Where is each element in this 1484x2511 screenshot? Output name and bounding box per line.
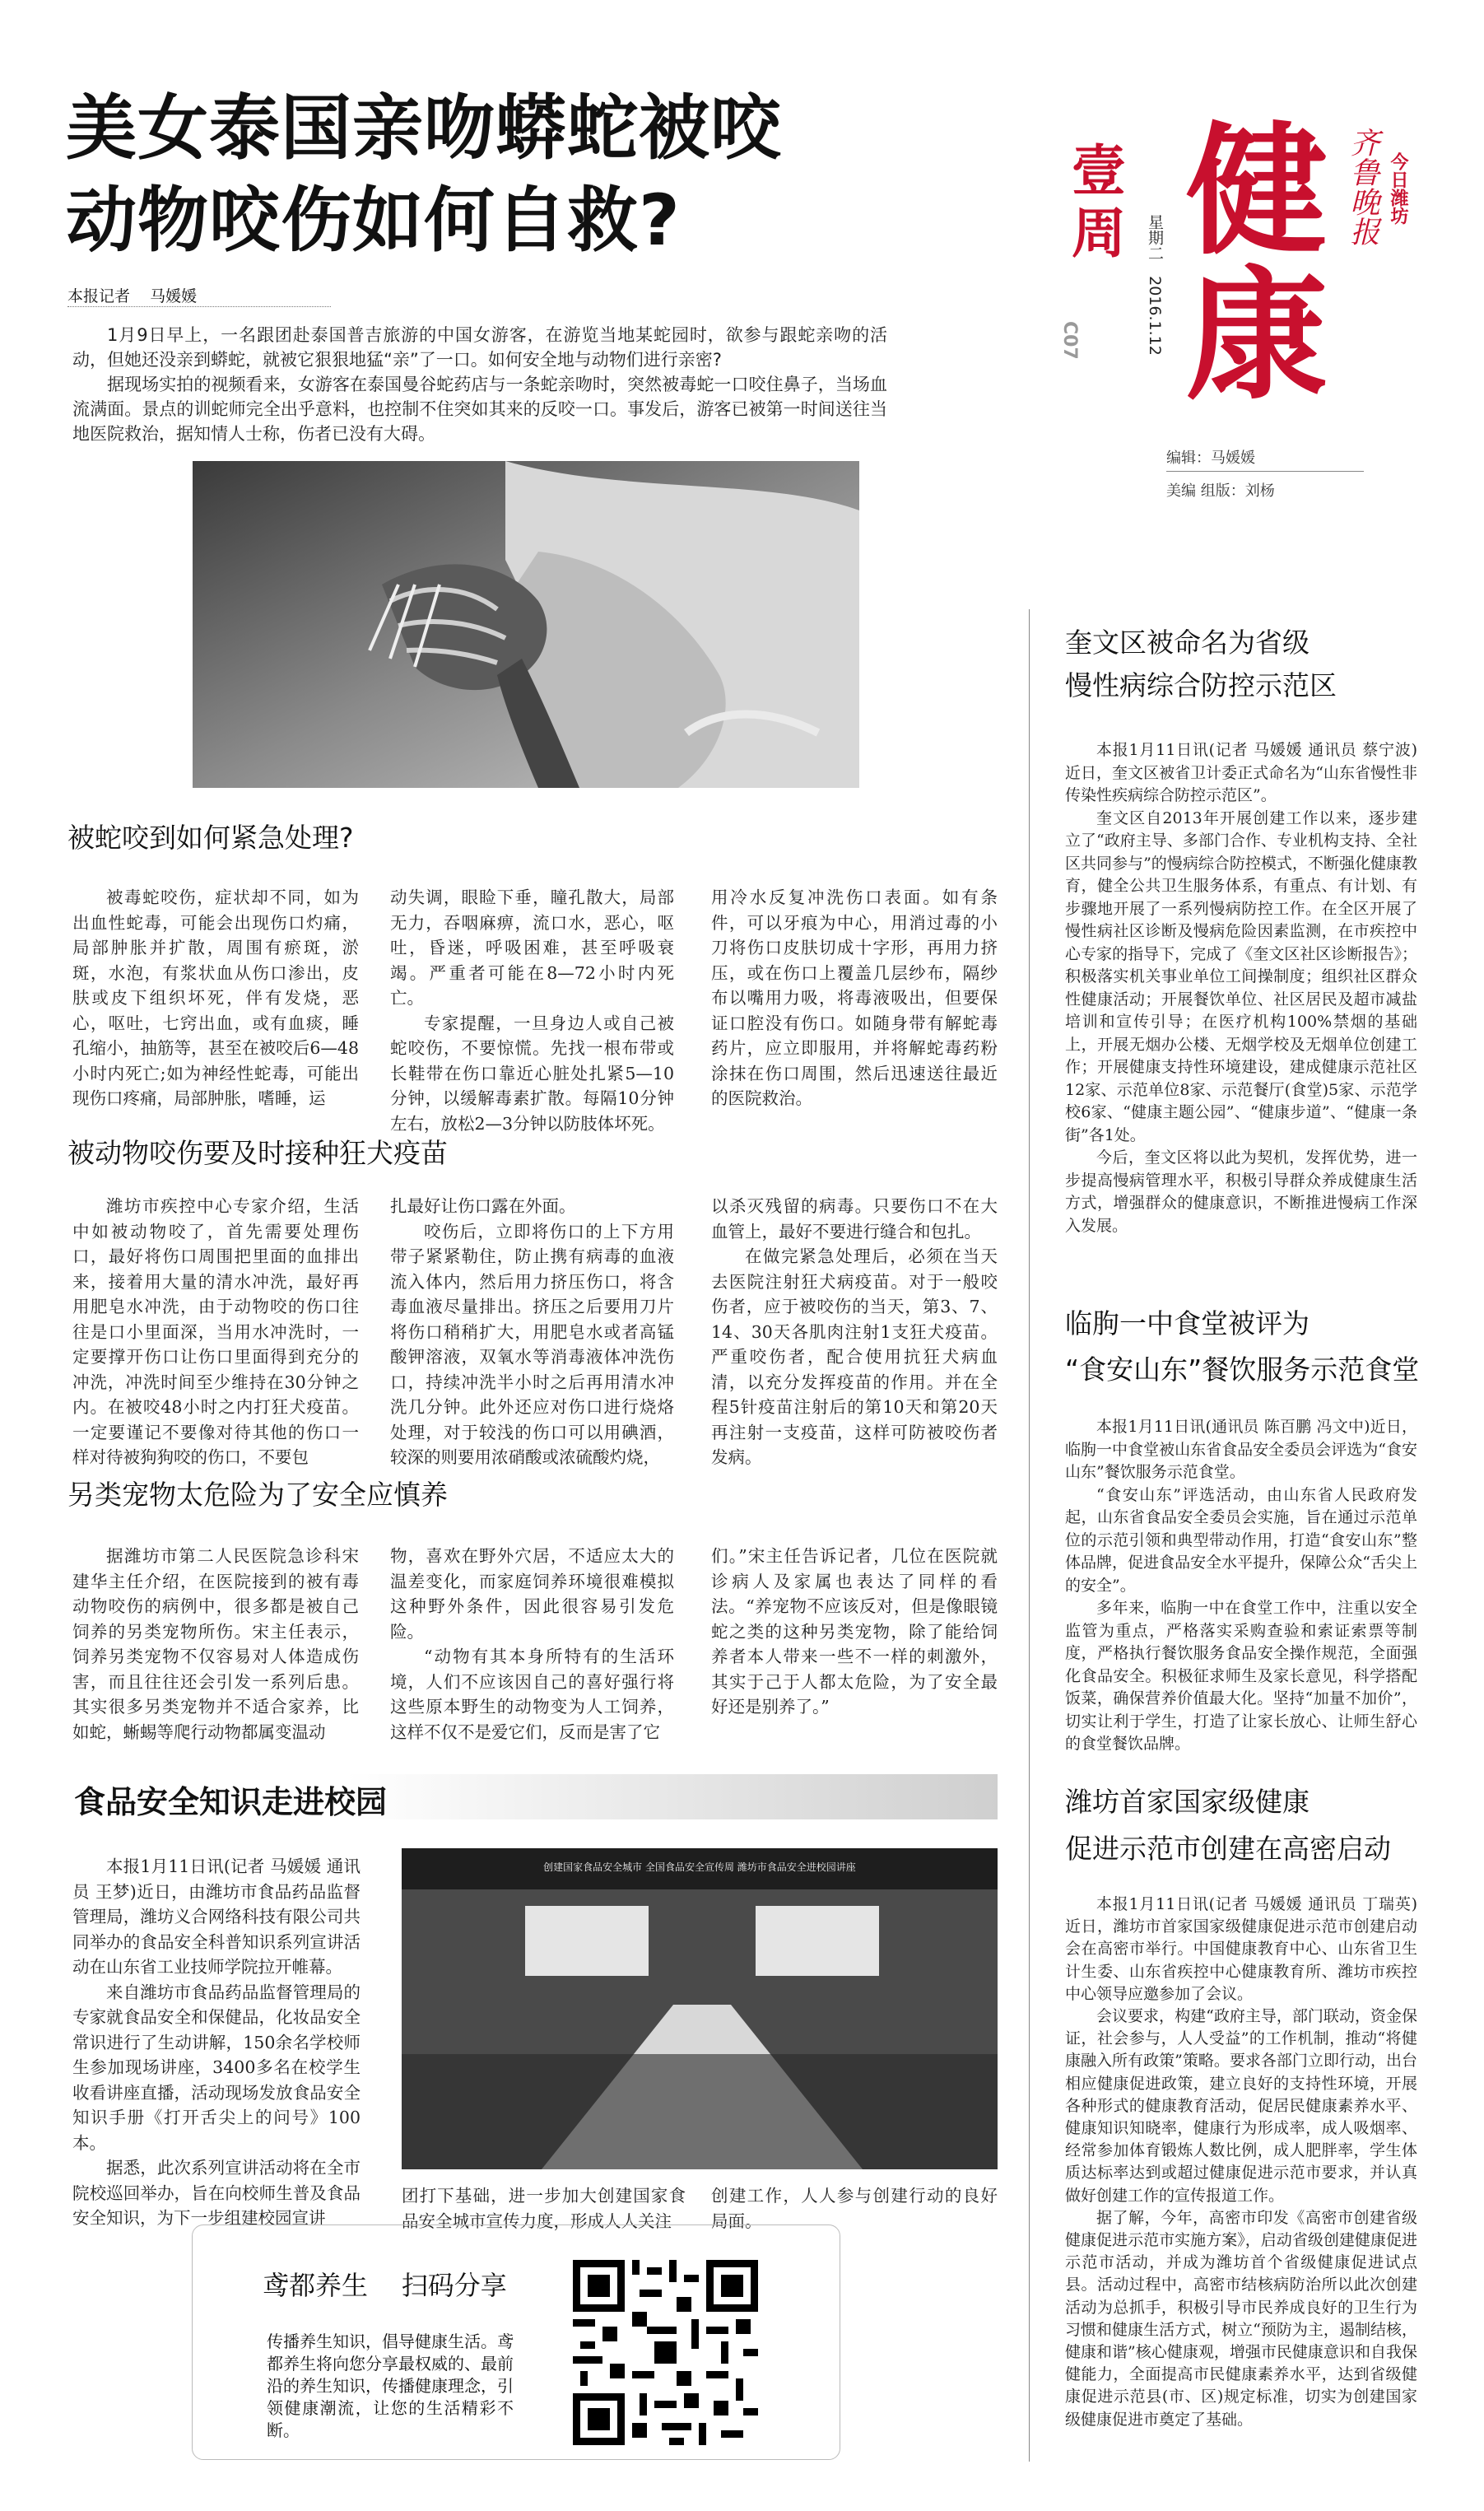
qr-code[interactable] (573, 2260, 758, 2445)
section1-paragraph: 专家提醒，一旦身边人或自己被蛇咬伤，不要惊慌。先找一根布带或长鞋带在伤口靠近心脏处扎紧5—10分钟，以缓解毒素扩散。每隔10分钟左右，放松2—3分钟以防肢体坏死。 (390, 1013, 674, 1134)
right-article-1-headline (1065, 622, 1452, 707)
masthead-date-block (1142, 214, 1166, 436)
right-article-1-paragraph: 奎文区自2013年开展创建工作以来，逐步建立了“政府主导、多部门合作、专业机构支持、全社区共同参与”的慢病综合防控模式，不断强化健康教育，健全公共卫生服务体系，有重点、有计划、有步骤地开展了一系列慢病防控工作。在全区开展了慢性病社区诊断及慢病危险因素监测，在市疾控中心专家的指导下，完成了《奎文区社区诊断报告》；积极落实机关事业单位工间操制度；组织社区群众性健康活动；开展餐饮单位、社区居民及超市减盐培训和宣传引导；在医疗机构100%禁烟的基础上，开展无烟办公楼、无烟学校及无烟单位创建工作；开展健康支持性环境建设，建成健康示范社区12家、示范单位8家、示范餐厅(食堂)5家、示范学校6家、“健康主题公园”、“健康步道”、“健康一条街”各1处。 (1065, 808, 1417, 1144)
masthead-edition: 今日潍坊 (1388, 152, 1408, 225)
right-article-3-headline-line1: 潍坊首家国家级健康 (1065, 1786, 1310, 1818)
masthead-title (1183, 109, 1331, 419)
section1-column-3 (711, 885, 998, 1111)
lead-photo-snake (193, 461, 859, 788)
right-article-3-paragraph: 会议要求，构建“政府主导，部门联动，资金保证，社会参与，人人受益”的工作机制，推动“将健康融入所有政策”策略。要求各部门立即行动，出台相应健康促进政策，建立良好的支持性环境，开展各种形式的健康教育活动，促居民健康素养水平、健康知识知晓率，健康行为形成率，成人吸烟率、经常参加体育锻炼人数比例，成人肥胖率，学生体质达标率达到或超过健康促进示范市要求，并认真做好创建工作的宣传报道工作。 (1065, 2007, 1417, 2205)
lead-headline (66, 82, 1004, 267)
campus-banner: 创建国家食品安全城市 全国食品安全宣传周 潍坊市食品安全进校园讲座 (543, 1861, 856, 1873)
section2-paragraph: 以杀灭残留的病毒。只要伤口不在大血管上，最好不要进行缝合和包扎。 (711, 1196, 998, 1242)
editor-credit: 编辑：马媛媛 (1166, 450, 1255, 467)
right-article-3-body (1065, 1894, 1417, 2431)
lead-byline: 本报记者 马媛媛 (67, 287, 198, 305)
section2-column-2 (390, 1194, 674, 1470)
right-article-3-paragraph: 本报1月11日讯(记者 马媛媛 通讯员 丁瑞英)近日，潍坊市首家国家级健康促进示范市创建启动会在高密市举行。中国健康教育中心、山东省卫生计生委、山东省疾控中心健康教育所、潍坊市疾控中心领导应邀参加了会议。 (1065, 1895, 1417, 2003)
masthead-date: 2016.1.12 (1146, 276, 1164, 356)
lead-headline-line1: 美女泰国亲吻蟒蛇被咬 (66, 87, 782, 170)
section2-paragraph: 在做完紧急处理后，必须在当天去医院注射狂犬病疫苗。对于一般咬伤者，应于被咬伤的当天，第3、7、14、30天各肌肉注射1支狂犬疫苗。严重咬伤者，配合使用抗狂犬病血清，以充分发挥疫苗的作用。并在全程5针疫苗注射后的第10天和第20天再注射一支疫苗，这样可防被咬伤者发病。 (711, 1246, 998, 1467)
section-title-rabies: 被动物咬伤要及时接种狂犬疫苗 (67, 1137, 448, 1169)
right-article-1-body (1065, 739, 1417, 1237)
section1-paragraph: 用冷水反复冲洗伤口表面。如有条件，可以牙痕为中心，用消过毒的小刀将伤口皮肤切成十字形，再用力挤压，或在伤口上覆盖几层纱布，隔纱布以嘴用力吸，将毒液吸出，但要保证口腔没有伤口。如随身带有解蛇毒药片，应立即服用，并将解蛇毒药粉涂抹在伤口周围，然后迅速送往最近的医院救治。 (711, 887, 998, 1108)
snake-hand-illustration (193, 461, 859, 788)
campus-paragraph: 据悉，此次系列宣讲活动将在全市院校巡回举办，旨在向校师生普及食品安全知识，为下一步组建校园宣讲 (72, 2158, 361, 2228)
right-article-2-paragraph: 本报1月11日讯(通讯员 陈百鹏 冯文中)近日，临朐一中食堂被山东省食品安全委员会评选为“食安山东”餐饮服务示范食堂。 (1065, 1418, 1417, 1481)
byline-rule (67, 306, 331, 307)
right-article-3-paragraph: 据了解，今年，高密市印发《高密市创建省级健康促进示范市实施方案》，启动省级创建健康促进示范市活动，并成为潍坊首个省级健康促进试点县。活动过程中，高密市结核病防治所以此次创建活动为总抓手，积极引导市民养成良好的卫生行为习惯和健康生活方式，树立“预防为主，遏制结核，健康和谐”核心健康观，增强市民健康意识和自我保健能力，全面提高市民健康素养水平，达到省级健康促进示范县(市、区)规定标准，切实为创建国家级健康促进市奠定了基础。 (1065, 2208, 1417, 2429)
right-article-3-headline-line2: 促进示范市创建在高密启动 (1065, 1833, 1391, 1865)
vertical-divider (1029, 609, 1030, 2462)
section2-column-1 (72, 1194, 359, 1470)
lead-paragraph-2: 据现场实拍的视频看来，女游客在泰国曼谷蛇药店与一条蛇亲吻时，突然被毒蛇一口咬住鼻子，当场血流满面。景点的训蛇师完全出乎意料，也控制不住突如其来的反咬一口。事发后，游客已被第一时间送往当地医院救治，据知情人士称，伤者已没有大碍。 (72, 375, 887, 444)
right-article-2-headline (1065, 1301, 1477, 1393)
lead-headline-line2: 动物咬伤如何自救? (66, 179, 681, 262)
masthead-title-2: 康 (1186, 254, 1328, 419)
right-article-2-headline-line2: “食安山东”餐饮服务示范食堂 (1065, 1353, 1420, 1386)
right-article-2-paragraph: 多年来，临朐一中在食堂工作中，注重以安全监管为重点，严格落实采购查验和索证索票等制度，严格执行餐饮服务食品安全操作规范，全面强化食品安全。积极征求师生及家长意见，科学搭配饭菜，确保营养价值最大化。坚持“加量不加价”，切实让利于学生，打造了让家长放心、让师生舒心的食堂餐饮品牌。 (1065, 1599, 1417, 1753)
promo-title: 鸢都养生 扫码分享 (263, 2270, 507, 2301)
section-title-exotic-pets: 另类宠物太危险为了安全应慎养 (67, 1479, 448, 1511)
art-credit: 美编 组版：刘杨 (1166, 482, 1275, 500)
campus-title: 食品安全知识走进校园 (74, 1784, 388, 1820)
promo-text: 传播养生知识，倡导健康生活。鸢都养生将向您分享最权威的、最前沿的养生知识，传播健康理念，引领健康潮流，让您的生活精彩不断。 (267, 2332, 514, 2440)
campus-paragraph: 创建工作，人人参与创建行动的良好局面。 (711, 2186, 998, 2231)
right-article-1-headline-line2: 慢性病综合防控示范区 (1065, 669, 1337, 701)
right-article-2-paragraph: “食安山东”评选活动，由山东省人民政府发起，山东省食品安全委员会实施，旨在通过示范单位的示范引领和典型带动作用，打造“食安山东”整体品牌，促进食品安全水平提升，保障公众“舌尖上的安全”。 (1065, 1485, 1417, 1595)
masthead-weekly (1070, 140, 1128, 265)
campus-paragraph: 团打下基础，进一步加大创建国家食品安全城市宣传力度，形成人人关注 (402, 2186, 686, 2231)
section1-column-2 (390, 885, 674, 1136)
section1-paragraph: 被毒蛇咬伤，症状却不同，如为出血性蛇毒，可能会出现伤口灼痛，局部肿胀并扩散，周围有瘀斑，淤斑，水泡，有浆状血从伤口渗出，皮肤或皮下组织坏死，伴有发烧，恶心，呕吐，七窍出血，或有血痰，睡孔缩小，抽筋等，甚至在被咬后6—48小时内死亡;如为神经性蛇毒，可能出现伤口疼痛，局部肿胀，嗜睡，运 (72, 887, 359, 1108)
section3-column-2 (390, 1544, 674, 1745)
right-article-1-headline-line1: 奎文区被命名为省级 (1065, 627, 1310, 659)
section2-paragraph: 咬伤后，立即将伤口的上下方用带子紧紧勒住，防止携有病毒的血液流入体内，然后用力挤压伤口，将含毒血液尽量排出。挤压之后要用刀片将伤口稍稍扩大，用肥皂水或者高锰酸钾溶液，双氧水等消毒液体冲洗伤口，持续冲洗半小时之后再用清水冲洗几分钟。此外还应对伤口进行烧烙处理，对于较浅的伤口可以用碘酒，较深的则要用浓硝酸或浓硫酸灼烧， (390, 1221, 674, 1467)
section2-paragraph: 潍坊市疾控中心专家介绍，生活中如被动物咬了，首先需要处理伤口，最好将伤口周围把里面的血排出来，接着用大量的清水冲洗，最好再用肥皂水冲洗，由于动物咬的伤口往往是口小里面深，当用水冲洗时，一定要撑开伤口让伤口里面得到充分的冲洗，冲洗时间至少维持在30分钟之内。在被咬48小时之内打狂犬疫苗。一定要谨记不要像对待其他的伤口一样对待被狗狗咬的伤口，不要包 (72, 1196, 359, 1467)
newspaper-logo: 齐鲁晚报 (1346, 128, 1379, 246)
section3-paragraph: 们。”宋主任告诉记者，几位在医院就诊病人及家属也表达了同样的看法。“养宠物不应该反对，但是像眼镜蛇之类的这种另类宠物，除了能给饲养者本人带来一些不一样的刺激外，其实于己于人都太危险，为了安全最好还是别养了。” (711, 1546, 998, 1717)
masthead-weekly-2: 周 (1072, 202, 1126, 265)
masthead-title-1: 健 (1186, 109, 1328, 274)
right-article-1-paragraph: 今后，奎文区将以此为契机，发挥优势，进一步提高慢病管理水平，积极引导群众养成健康生活方式，增强群众的健康意识，不断推进慢病工作深入发展。 (1065, 1148, 1417, 1235)
campus-paragraph: 本报1月11日讯(记者 马媛媛 通讯员 王梦)近日，由潍坊市食品药品监督管理局，潍坊义合网络科技有限公司共同举办的食品安全科普知识系列宣讲活动在山东省工业技师学院拉开帷幕。 (72, 1856, 361, 1977)
campus-lecture-photo (402, 1848, 998, 2169)
masthead-weekday: 星期二 (1146, 214, 1164, 261)
section1-column-1 (72, 885, 359, 1111)
right-article-2-headline-line1: 临朐一中食堂被评为 (1065, 1307, 1310, 1339)
masthead (1047, 109, 1426, 510)
section-title-snake-bite: 被蛇咬到如何紧急处理? (67, 822, 354, 854)
section2-paragraph: 扎最好让伤口露在外面。 (390, 1196, 576, 1216)
section3-paragraph: 物，喜欢在野外穴居，不适应太大的温差变化，而家庭饲养环境很难模拟这种野外条件，因此很容易引发危险。 (390, 1546, 674, 1642)
campus-column-1 (72, 1854, 361, 2231)
section2-column-3 (711, 1194, 998, 1470)
section3-paragraph: 据潍坊市第二人民医院急诊科宋建华主任介绍，在医院接到的被有毒动物咬伤的病例中，很多都是被自己饲养的另类宠物所伤。宋主任表示，饲养另类宠物不仅容易对人体造成伤害，而且往往还会引发一系列后患。其实很多另类宠物并不适合家养，比如蛇，蜥蜴等爬行动物都属变温动 (72, 1546, 359, 1742)
right-article-2-body (1065, 1416, 1417, 1756)
lead-paragraph-1: 1月9日早上，一名跟团赴泰国普吉旅游的中国女游客，在游览当地某蛇园时，欲参与跟蛇亲吻的活动，但她还没亲到蟒蛇，就被它狠狠地猛“亲”了一口。如何安全地与动物们进行亲密? (72, 325, 887, 370)
lecture-hall-illustration (402, 1848, 998, 2169)
campus-paragraph: 来自潍坊市食品药品监督管理局的专家就食品安全和保健品，化妆品安全常识进行了生动讲解，150余名学校师生参加现场讲座，3400多名在校学生收看讲座直播，活动现场发放食品安全知识手册《打开舌尖上的问号》100本。 (72, 1982, 361, 2153)
page-number: C07 (1059, 321, 1080, 360)
section3-column-1 (72, 1544, 359, 1745)
section3-column-3 (711, 1544, 998, 1720)
section3-paragraph: “动物有其本身所特有的生活环境，人们不应该因自己的喜好强行将这些原本野生的动物变为人工饲养，这样不仅不是爱它们，反而是害了它 (390, 1647, 674, 1742)
lead-intro (72, 323, 887, 446)
right-article-3-headline (1065, 1778, 1477, 1872)
masthead-weekly-1: 壹 (1072, 139, 1126, 203)
section1-paragraph: 动失调，眼睑下垂，瞳孔散大，局部无力，吞咽麻痹，流口水，恶心，呕吐，昏迷，呼吸困难，甚至呼吸衰竭。严重者可能在8—72小时内死亡。 (390, 887, 674, 1008)
divider (1166, 471, 1364, 472)
right-article-1-paragraph: 本报1月11日讯(记者 马媛媛 通讯员 蔡宁波)近日，奎文区被省卫计委正式命名为“山东省慢性非传染性疾病综合防控示范区”。 (1065, 741, 1417, 804)
qr-code-icon (573, 2260, 758, 2445)
promo-box (192, 2224, 840, 2460)
